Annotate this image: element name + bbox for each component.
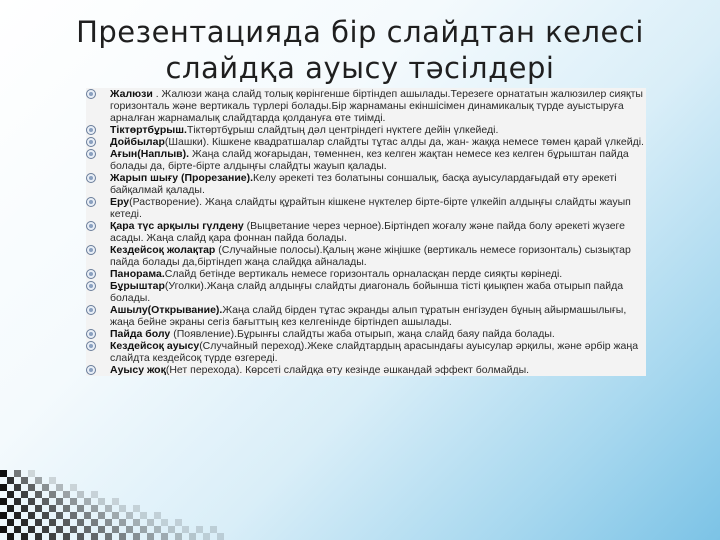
list-item: [86, 328, 646, 340]
item-description: (Случайный переход).Жеке слайдтардың арасындағы ауысулар әрқилы, және әрбір жаңа слайдта кездейсоқ түрде өзгереді.: [110, 340, 639, 364]
checker-square: [175, 533, 182, 540]
checker-square: [84, 512, 91, 519]
checker-square: [84, 498, 91, 505]
checker-square: [49, 519, 56, 526]
list-item: [86, 148, 646, 172]
checker-square: [0, 498, 7, 505]
checker-square: [175, 519, 182, 526]
checker-square: [21, 519, 28, 526]
item-term: Еру: [110, 196, 130, 208]
checker-square: [35, 477, 42, 484]
list-item: [86, 136, 646, 148]
checker-square: [203, 533, 210, 540]
checker-square: [133, 533, 140, 540]
list-item: [86, 196, 646, 220]
list-item: [86, 304, 646, 328]
item-description: (Нет перехода). Көрсеті слайдқа өту кезінде әшкандай эффект болмайды.: [165, 364, 530, 376]
list-item: [86, 88, 646, 124]
item-description: . Жалюзи жаңа слайд толық көрінгенше біртіндеп ашылады.Терезеге орнататын жалюзилер сияқты горизонталь және вертикаль түрлері болады.Бір жарнаманы екіншісімен динамикалық түрде ауыстыруға арналған жарнамалық слайдтарда қолдануға өте тиімді.: [110, 88, 643, 124]
checker-square: [21, 505, 28, 512]
bullet-icon: [86, 89, 96, 99]
checker-square: [147, 519, 154, 526]
checker-square: [77, 533, 84, 540]
checker-square: [7, 519, 14, 526]
checker-square: [133, 505, 140, 512]
checker-square: [182, 526, 189, 533]
checker-square: [154, 526, 161, 533]
checker-square: [56, 498, 63, 505]
bullet-icon: [86, 173, 96, 183]
checker-square: [28, 512, 35, 519]
item-term: Бұрыштар: [110, 280, 165, 292]
checker-square: [42, 484, 49, 491]
checker-square: [119, 533, 126, 540]
item-description: (Уголки).Жаңа слайд алдыңғы слайдты диагональ бойынша тісті қиықпен жаба отырып пайда болады.: [110, 280, 624, 304]
bullet-icon: [86, 197, 96, 207]
checker-square: [168, 526, 175, 533]
item-term: Панорама.: [110, 268, 165, 280]
item-description: Тіктөртбұрыш слайдтың дәл центріндегі нүктеге дейін үлкейеді.: [186, 124, 499, 136]
checker-square: [28, 498, 35, 505]
checker-square: [35, 505, 42, 512]
list-item: [86, 220, 646, 244]
checker-square: [21, 533, 28, 540]
item-term: Кездейсоқ ауысу: [110, 340, 200, 352]
checker-square: [154, 512, 161, 519]
checker-square: [7, 491, 14, 498]
list-item: [86, 340, 646, 364]
checker-square: [98, 512, 105, 519]
checker-square: [161, 519, 168, 526]
bullet-icon: [86, 137, 96, 147]
checker-square: [77, 519, 84, 526]
item-term: Қара түс арқылы гүлдену: [110, 220, 244, 232]
checker-square: [28, 470, 35, 477]
checker-square: [0, 526, 7, 533]
list-item: [86, 364, 646, 376]
checker-square: [147, 533, 154, 540]
checker-square: [77, 491, 84, 498]
checker-square: [42, 498, 49, 505]
checker-square: [28, 484, 35, 491]
item-description: Жаңа слайд жоғарыдан, төменнен, кез келген жақтан немесе кез келген бұрыштан пайда болады да, бірте-бірте алдыңғы слайдты жауып қалады.: [110, 148, 629, 172]
checker-square: [91, 533, 98, 540]
checker-square: [14, 512, 21, 519]
checker-square: [161, 533, 168, 540]
list-item: [86, 172, 646, 196]
slide-title-line-2: слайдқа ауысу тәсілдері: [165, 51, 555, 85]
item-description: (Появление).Бұрынғы слайдты жаба отырып, жаңа слайд баяу пайда болады.: [170, 328, 555, 340]
checker-square: [14, 484, 21, 491]
checker-square: [70, 484, 77, 491]
checker-square: [84, 526, 91, 533]
checker-square: [112, 526, 119, 533]
checker-square: [49, 505, 56, 512]
bullet-icon: [86, 245, 96, 255]
checker-square: [7, 533, 14, 540]
checker-square: [98, 526, 105, 533]
checker-pattern-decoration: [0, 470, 230, 540]
checker-square: [217, 533, 224, 540]
item-description: Слайд бетінде вертикаль немесе горизонталь орналасқан перде сияқты көрінеді.: [164, 268, 563, 280]
checker-square: [119, 519, 126, 526]
bullet-icon: [86, 221, 96, 231]
checker-square: [210, 526, 217, 533]
checker-square: [35, 491, 42, 498]
list-item: [86, 268, 646, 280]
slide-title: [60, 14, 660, 86]
bullet-icon: [86, 329, 96, 339]
checker-square: [21, 491, 28, 498]
checker-square: [0, 512, 7, 519]
bullet-icon: [86, 269, 96, 279]
checker-square: [14, 498, 21, 505]
item-term: Пайда болу: [110, 328, 171, 340]
item-term: Жалюзи: [110, 88, 153, 100]
checker-square: [14, 470, 21, 477]
checker-square: [63, 519, 70, 526]
checker-square: [105, 533, 112, 540]
bullet-icon: [86, 281, 96, 291]
checker-square: [42, 512, 49, 519]
item-description: Жаңа слайд бірден тұтас экранды алып тұратын енгізуден бұның айырмашылығы, жаңа бейне экраны сегіз бағыттың кез келгенінде біртіндеп ашылады.: [110, 304, 627, 328]
checker-square: [91, 519, 98, 526]
item-description: (Растворение). Жаңа слайдты құрайтын кішкене нүктелер бірте-бірте үлкейіп алдыңғы слайдты жауып кетеді.: [110, 196, 631, 220]
bullet-icon: [86, 149, 96, 159]
item-term: Ашылу(Открывание).: [110, 304, 223, 316]
checker-square: [35, 519, 42, 526]
checker-square: [105, 505, 112, 512]
checker-square: [42, 526, 49, 533]
item-description: (Случайные полосы).Қалың және жіңішке (вертикаль немесе горизонталь) сызықтар пайда болады да,біртіндеп жаңа слайдқа айналады.: [110, 244, 631, 268]
bullet-icon: [86, 305, 96, 315]
list-item: [86, 280, 646, 304]
checker-square: [49, 491, 56, 498]
checker-square: [63, 505, 70, 512]
item-description: (Шашки). Кішкене квадратшалар слайдты тұтас алды да, жан- жаққа немесе төмен қарай үлкейді.: [164, 136, 644, 148]
checker-square: [28, 526, 35, 533]
checker-square: [140, 512, 147, 519]
checker-square: [49, 477, 56, 484]
checker-square: [189, 533, 196, 540]
checker-square: [70, 498, 77, 505]
bullet-list: [86, 88, 646, 376]
item-description: (Выцветание через черное).Біртіндеп жоғалу және пайда болу әрекеті жүзеге асады. Жаңа слайд қара фоннан пайда болады.: [110, 220, 625, 244]
item-term: Кездейсоқ жолақтар: [110, 244, 216, 256]
item-term: Жарып шығу (Прорезание).: [110, 172, 254, 184]
checker-square: [112, 498, 119, 505]
checker-square: [105, 519, 112, 526]
checker-square: [0, 484, 7, 491]
checker-square: [56, 526, 63, 533]
list-item: [86, 244, 646, 268]
checker-square: [7, 505, 14, 512]
item-term: Тіктөртбұрыш.: [110, 124, 187, 136]
checker-square: [70, 512, 77, 519]
checker-square: [91, 505, 98, 512]
bullet-icon: [86, 341, 96, 351]
list-item: [86, 124, 646, 136]
checker-square: [63, 491, 70, 498]
checker-square: [63, 533, 70, 540]
checker-square: [98, 498, 105, 505]
checker-square: [14, 526, 21, 533]
content-body: [86, 88, 646, 376]
item-description: Келу әрекеті тез болатыны соншалық, басқа ауысулардағыдай өту әрекеті байқалмай қалады.: [110, 172, 617, 196]
checker-square: [0, 470, 7, 477]
slide-title-line-1: Презентацияда бір слайдтан келесі: [76, 15, 644, 49]
item-term: Ауысу жоқ: [110, 364, 166, 376]
checker-square: [126, 526, 133, 533]
checker-square: [70, 526, 77, 533]
item-term: Дойбылар: [110, 136, 165, 148]
checker-square: [56, 484, 63, 491]
checker-square: [126, 512, 133, 519]
checker-square: [196, 526, 203, 533]
checker-square: [112, 512, 119, 519]
checker-square: [91, 491, 98, 498]
checker-square: [7, 477, 14, 484]
item-term: Ағын(Наплыв).: [110, 148, 190, 160]
bullet-icon: [86, 365, 96, 375]
checker-square: [21, 477, 28, 484]
checker-square: [77, 505, 84, 512]
checker-square: [35, 533, 42, 540]
checker-square: [133, 519, 140, 526]
checker-square: [56, 512, 63, 519]
checker-square: [119, 505, 126, 512]
checker-square: [49, 533, 56, 540]
checker-square: [140, 526, 147, 533]
bullet-icon: [86, 125, 96, 135]
